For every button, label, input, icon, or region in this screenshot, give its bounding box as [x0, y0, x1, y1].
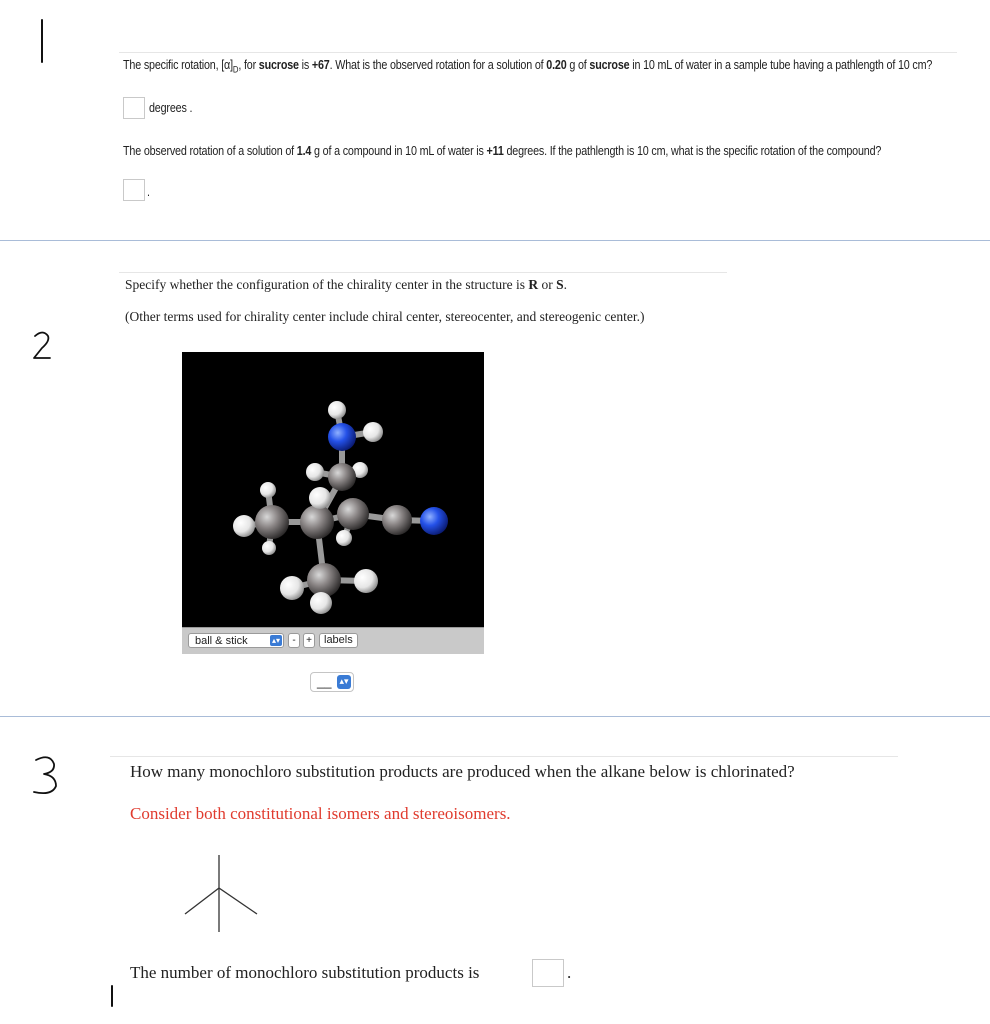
- q1-top-divider: [119, 52, 957, 53]
- q2-top-divider: [119, 272, 727, 273]
- handwritten-mark-4: [107, 984, 117, 1010]
- molecule-viewer[interactable]: [182, 352, 484, 654]
- q3-answer-prompt: The number of monochloro substitution products is: [130, 963, 480, 982]
- q3-question: How many monochloro substitution products are produced when the alkane below is chlorinated?: [130, 762, 795, 781]
- alkane-skeletal-structure: [180, 848, 270, 938]
- configuration-select-value: __: [317, 674, 332, 689]
- q1-question-2: The observed rotation of a solution of 1.4 g of a compound in 10 mL of water is +11 degrees. If the pathlength is 10 cm, what is the specific rotation of the compound?: [123, 144, 882, 158]
- q2-note: (Other terms used for chirality center include chiral center, stereocenter, and stereogenic center.): [125, 309, 645, 324]
- q3-answer-suffix: .: [567, 963, 572, 982]
- zoom-out-button[interactable]: -: [288, 633, 300, 648]
- chevron-updown-icon: ▴▾: [337, 675, 351, 689]
- render-mode-select[interactable]: [188, 633, 284, 648]
- q1-answer-1-input[interactable]: [123, 97, 145, 119]
- section-separator-2: [0, 716, 990, 717]
- q1-answer-1-unit: degrees .: [149, 101, 193, 115]
- q1-question-1: The specific rotation, $[\alpha]_D$, for sucrose is +67. What is the observed rotation for a solution of 0.20 g of sucrose in 10 mL of water in a sample tube having a pathlength of 10 cm?: [123, 58, 933, 75]
- molecule-ball-and-stick-model[interactable]: [182, 352, 484, 627]
- q3-answer-input[interactable]: [532, 959, 564, 987]
- q1-answer-2-suffix: .: [147, 185, 150, 199]
- handwritten-mark-2: [26, 330, 56, 364]
- q2-question: Specify whether the configuration of the chirality center in the structure is R or S.: [125, 277, 567, 292]
- handwritten-mark-1: [36, 18, 48, 68]
- chevron-updown-icon: ▴▾: [271, 636, 281, 645]
- zoom-in-button[interactable]: +: [303, 633, 315, 648]
- labels-button[interactable]: labels: [319, 633, 358, 648]
- q1-answer-2-input[interactable]: [123, 179, 145, 201]
- q3-top-divider: [110, 756, 898, 757]
- handwritten-mark-3: [28, 754, 64, 800]
- q3-hint: Consider both constitutional isomers and stereoisomers.: [130, 804, 511, 823]
- viewer-toolbar: [182, 627, 484, 654]
- configuration-select[interactable]: [310, 672, 354, 692]
- section-separator-1: [0, 240, 990, 241]
- render-mode-label: ball & stick: [195, 635, 248, 647]
